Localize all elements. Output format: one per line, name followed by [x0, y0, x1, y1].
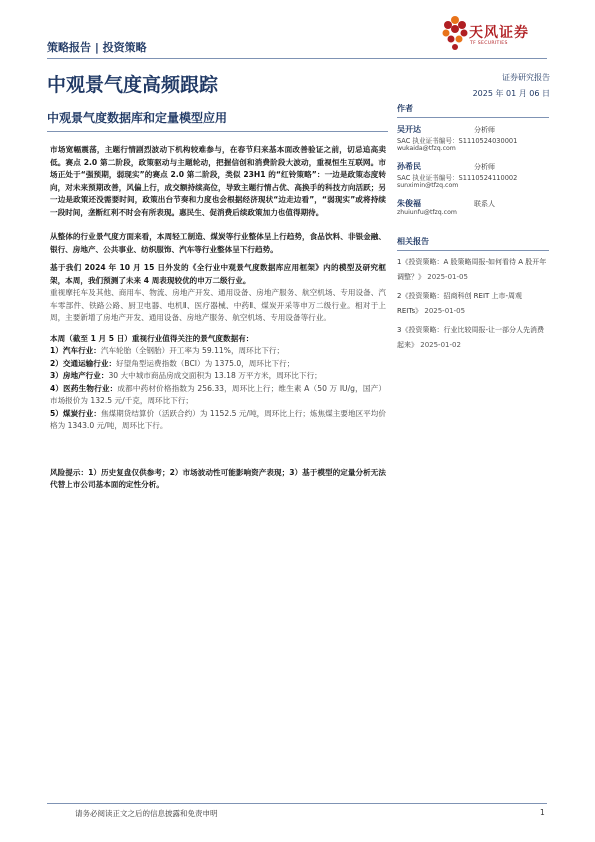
related-report-item[interactable]: 1《投资策略：A 股策略周报-如何看待 A 股开年调整？》 2025-01-05 [397, 258, 547, 281]
authors-heading: 作者 [397, 103, 549, 118]
analyst-email[interactable]: sunximin@tfzq.com [397, 182, 459, 189]
list-item: 2）交通运输行业：好望角型运费指数（BCI）为 1375.0，周环比下行； [50, 358, 295, 368]
header-divider [47, 58, 547, 59]
analyst-card [397, 198, 549, 230]
logo-text-cn: 天风证券 [469, 25, 529, 41]
footer-divider [47, 803, 547, 804]
related-report-item[interactable]: 3《投资策略：行业比较周报-让一部分人先消费起来》 2025-01-02 [397, 326, 544, 349]
logo-flower-icon [440, 14, 470, 52]
company-logo [440, 14, 550, 52]
recommended-industries-paragraph: 重视摩托车及其他、商用车、物流、房地产开发、通用设备、房地产服务、航空机场、专用设备、汽车零部件、铁路公路、厨卫电器、电机Ⅱ、医疗器械、中药Ⅱ、煤炭开采等申万二级行业。相对于上周，主要新增了房地产开发、通用设备、房地产服务、航空机场、专用设备等行业。 [50, 288, 386, 322]
analyst-name: 朱俊福 [397, 199, 421, 208]
analyst-role: 分析师 [474, 163, 495, 171]
model-prediction-paragraph: 基于我们 2024 年 10 月 15 日外发的《全行业中观景气度数据库应用框架》内的模型及研究框架，本周，我们预测了未来 4 周表现较优的申万二级行业。 [50, 263, 386, 285]
subtitle-divider [47, 131, 388, 132]
analyst-role: 联系人 [474, 200, 495, 208]
related-report-item[interactable]: 2《投资策略：招商科创 REIT 上市-周观 REITs》 2025-01-05 [397, 292, 523, 315]
page-subtitle: 中观景气度数据库和定量模型应用 [47, 111, 228, 125]
industry-trend-paragraph: 从整体的行业景气度方面来看，本周轻工制造、煤炭等行业整体呈上行趋势，食品饮料、非银金融、银行、房地产、公共事业、纺织服饰、汽车等行业整体呈下行趋势。 [50, 232, 386, 254]
related-heading: 相关报告 [397, 236, 549, 251]
analyst-email[interactable]: wukaida@tfzq.com [397, 145, 456, 152]
list-item: 4）医药生物行业：成都中药材价格指数为 256.33，周环比上行；维生素 A（50 万 IU/g，国产）市场报价为 132.5 元/千克，周环比下行； [50, 383, 386, 405]
risk-warning: 风险提示：1）历史复盘仅供参考；2）市场波动性可能影响资产表现；3）基于模型的定量分析无法代替上市公司基本面的定性分析。 [50, 467, 386, 489]
analyst-email[interactable]: zhuiunfu@tfzq.com [397, 209, 457, 216]
list-item: 1）汽车行业：汽车轮胎（全钢胎）开工率为 59.11%，周环比下行； [50, 346, 285, 355]
logo-text-en: TF SECURITIES [470, 41, 508, 46]
main-content [50, 144, 386, 495]
list-item: 3）房地产行业：30 大中城市商品房成交面积为 13.18 万平方米，周环比下行； [50, 371, 322, 380]
summary-paragraph: 市场宽幅震荡，主题行情剧烈波动下机构较难参与，在春节归来基本面改善验证之前，切忌追高卖低。赛点 2.0 第二阶段，政策驱动与主题轮动，把握信创和消费阶段大波动，重视恒生互联网。市场正处于“强预期，弱现实”的赛点 2.0 第二阶段，类似 23H1 的“红铃策略”：一边是政策态度转向，对未来预期改善，风偏上行，成交额持续高位，导致主题行情占优、高换手的科技方向活跃；另一边是政策还没需要时间，政策出台节奏和力度也会根据经济现状“边走边看”，“弱现实”或将持续一段时间，垄断红利不时会有所表现。惠民生、促消费后续政策加力也值得期待。 [50, 145, 386, 217]
report-category: 策略报告 | 投资策略 [47, 41, 147, 54]
analyst-sac: SAC 执业证书编号：S1110524110002 [397, 174, 518, 182]
analyst-sac: SAC 执业证书编号：S1110524030001 [397, 137, 518, 145]
report-date: 2025 年 01 月 06 日 [472, 89, 550, 98]
footer-disclaimer: 请务必阅读正文之后的信息披露和免责申明 [75, 809, 218, 818]
related-reports [397, 236, 549, 353]
analyst-name: 孙希民 [397, 162, 421, 171]
list-item: 5）煤炭行业：焦煤期货结算价（活跃合约）为 1152.5 元/吨，周环比上行；炼焦煤主要地区平均价格为 1343.0 元/吨，周环比下行。 [50, 408, 386, 430]
sidebar [397, 103, 549, 353]
analyst-role: 分析师 [474, 126, 495, 134]
weekly-data-list [50, 345, 386, 433]
report-type: 证券研究报告 [502, 73, 550, 82]
analyst-name: 吴开达 [397, 125, 421, 134]
page-number: 1 [540, 808, 545, 817]
page-title: 中观景气度高频跟踪 [47, 74, 219, 96]
weekly-data-intro: 本周（截至 1 月 5 日）重视行业值得关注的景气度数据有： [50, 333, 254, 343]
